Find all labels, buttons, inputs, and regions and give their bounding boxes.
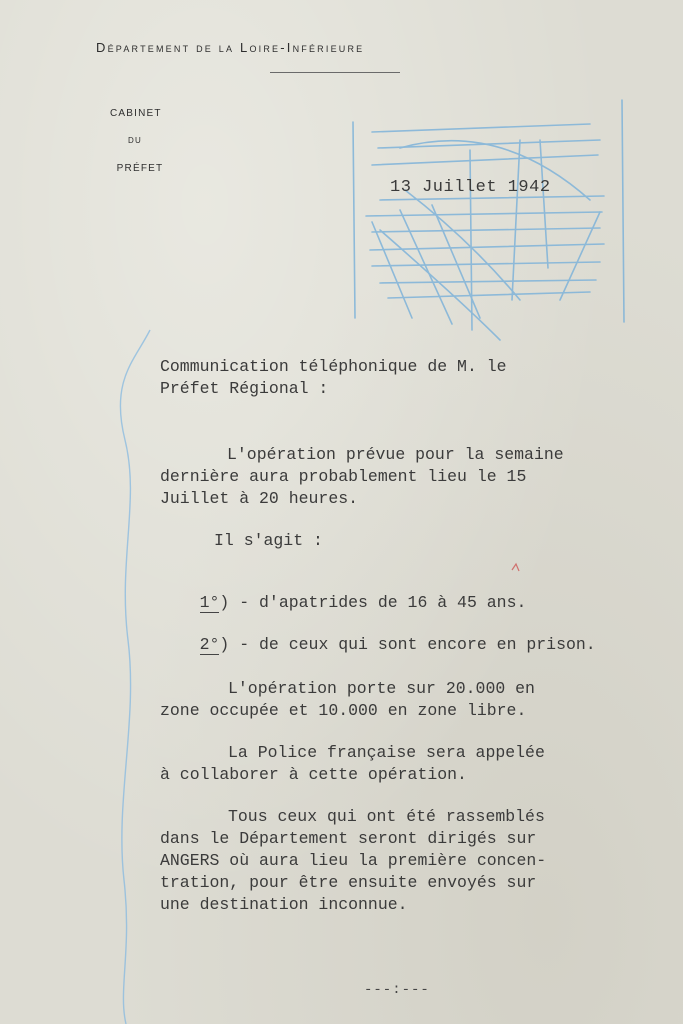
- paragraph-line: ANGERS où aura lieu la première concen-: [160, 851, 547, 870]
- paragraph-line: tration, pour être ensuite envoyés sur: [160, 873, 537, 892]
- paragraph-line: une destination inconnue.: [160, 895, 408, 914]
- list-number: 2°: [199, 635, 220, 654]
- department-header: Département de la Loire-Inférieure: [96, 40, 365, 55]
- list-item: [160, 612, 596, 678]
- paragraph-line: à collaborer à cette opération.: [160, 765, 467, 784]
- document-date: 13 Juillet 1942: [390, 178, 551, 197]
- paragraph-line: dernière aura probablement lieu le 15: [160, 467, 527, 486]
- paragraph-line: La Police française sera appelée: [228, 743, 545, 762]
- intro-line: Préfet Régional :: [160, 379, 329, 398]
- list-item-text: ) - de ceux qui sont encore en prison.: [219, 635, 596, 654]
- list-number: 1°: [199, 593, 220, 612]
- prefet-label: PRÉFET: [116, 163, 164, 174]
- paragraph-line: Il s'agit :: [214, 531, 323, 550]
- cabinet-du-label: DU: [128, 136, 142, 145]
- closing-separator: ---:---: [364, 982, 430, 998]
- paragraph-line: dans le Département seront dirigés sur: [160, 829, 537, 848]
- paragraph-line: zone occupée et 10.000 en zone libre.: [160, 701, 527, 720]
- cabinet-label: CABINET: [110, 108, 162, 119]
- paragraph-line: L'opération porte sur 20.000 en: [228, 679, 535, 698]
- paragraph-line: Tous ceux qui ont été rassemblés: [228, 807, 545, 826]
- intro-line: Communication téléphonique de M. le: [160, 357, 507, 376]
- paragraph-line: L'opération prévue pour la semaine: [227, 445, 564, 464]
- list-item-text: ) - d'apatrides de 16 à 45 ans.: [219, 593, 527, 612]
- paragraph-line: Juillet à 20 heures.: [160, 489, 359, 508]
- header-divider: [270, 72, 400, 73]
